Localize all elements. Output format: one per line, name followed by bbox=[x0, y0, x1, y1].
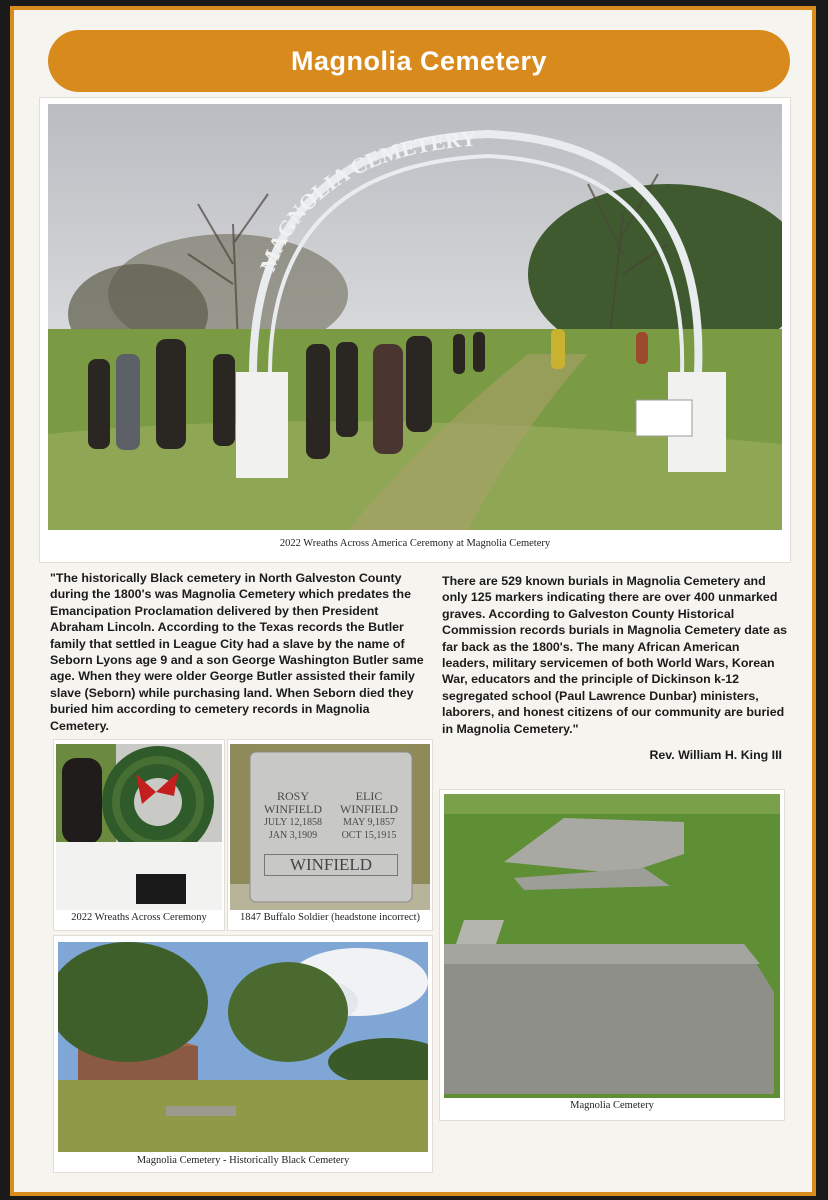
signature: Rev. William H. King III bbox=[649, 748, 782, 762]
headstone-left-birth: JULY 12,1858 bbox=[263, 817, 323, 828]
headstone-photo bbox=[230, 744, 430, 910]
wreath-photo bbox=[56, 744, 222, 910]
landscape-photo bbox=[58, 942, 428, 1152]
landscape-caption: Magnolia Cemetery - Historically Black Cemetery bbox=[136, 1155, 350, 1166]
headstone-caption: 1847 Buffalo Soldier (headstone incorrect) bbox=[239, 912, 420, 923]
graves-photo bbox=[444, 794, 780, 1098]
graves-caption: Magnolia Cemetery bbox=[570, 1100, 654, 1111]
headstone-right-birth: MAY 9,1857 bbox=[342, 817, 396, 828]
headstone-left-death: JAN 3,1909 bbox=[268, 830, 318, 841]
burials-paragraph: There are 529 known burials in Magnolia Cemetery and only 125 markers indicating there are over 400 unmarked graves. According to Galveston County Historical Commission records burials in Magnolia Cemetery date as far back as the 1800's. The many African American leaders, military servicemen of both World Wars, Korean War, educators and the principle of Dickinson k-12 segregated school (Paul Lawrence Dunbar) ministers, laborers, and honest citizens of our community are buried in Magnolia Cemetery." bbox=[442, 574, 787, 736]
headstone-right-death: OCT 15,1915 bbox=[341, 830, 397, 841]
arch-text: MAGNOLIA CEMETERY bbox=[254, 125, 478, 275]
hero-caption: 2022 Wreaths Across America Ceremony at Magnolia Cemetery bbox=[279, 538, 551, 549]
page-title: Magnolia Cemetery bbox=[290, 45, 548, 76]
quote-paragraph: "The historically Black cemetery in North Galveston County during the 1800's was Magnolia Cemetery which predates the Emancipation Proclamation delivered by then President Abraham Lincoln. According to the Texas records the Butler family that settled in League City had a slave by the name of Seborn Lyons age 9 and a son George Washington Butler same age. When they were older George Butler assisted their family slave (Seborn) while purchasing land. When Seborn died they buried him according to cemetery records in Magnolia Cemetery. bbox=[50, 571, 424, 733]
title-banner bbox=[48, 30, 790, 92]
headstone-surname: WINFIELD bbox=[264, 854, 398, 876]
headstone-right-last: WINFIELD bbox=[340, 802, 398, 816]
headstone-right-first: ELIC bbox=[355, 789, 383, 803]
headstone-left-last: WINFIELD bbox=[264, 802, 322, 816]
headstone-left-first: ROSY bbox=[276, 789, 309, 803]
hero-photo bbox=[48, 104, 782, 530]
wreath-caption: 2022 Wreaths Across Ceremony bbox=[71, 912, 207, 923]
